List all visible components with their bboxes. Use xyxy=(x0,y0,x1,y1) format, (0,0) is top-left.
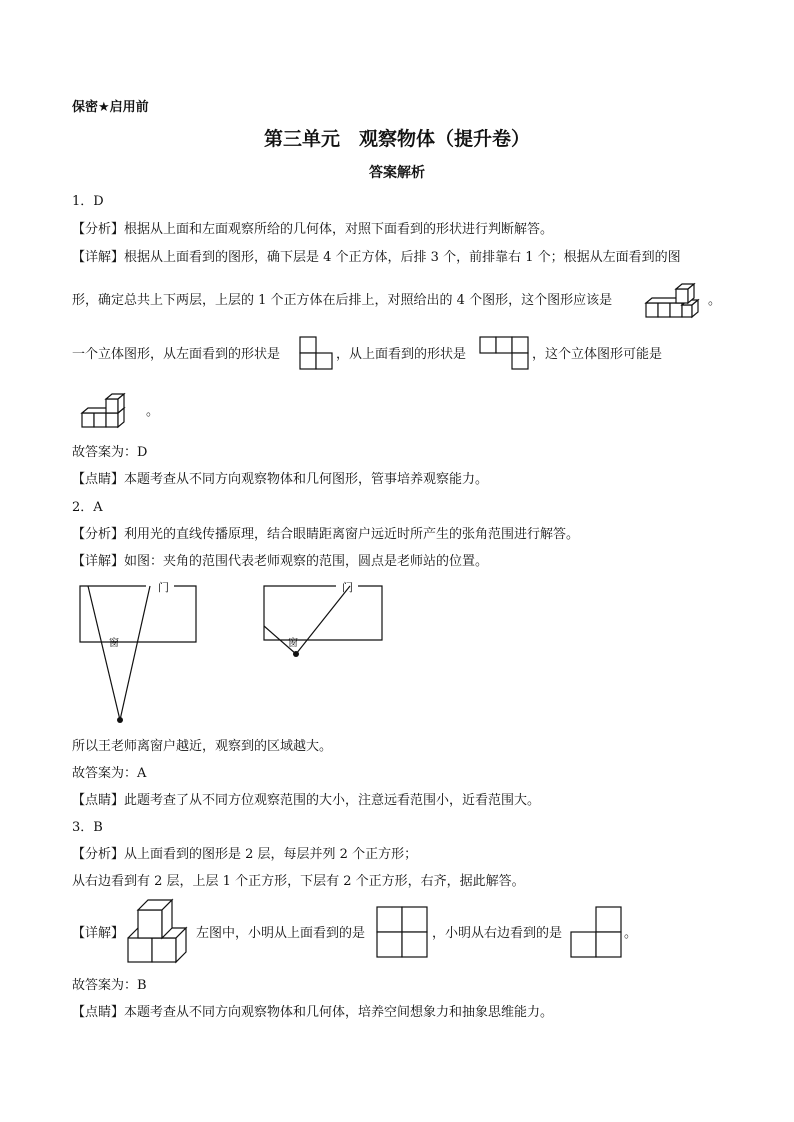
q3-detail-text-d: 。 xyxy=(624,926,638,941)
q2-far-view-diagram xyxy=(78,578,200,726)
q3-solid-figure xyxy=(124,896,194,966)
q2-near-door-label: 门 xyxy=(342,581,353,594)
q1-line4-end: 。 xyxy=(146,404,160,419)
q1-left-view-figure xyxy=(298,335,334,371)
q2-far-window-label: 窗 xyxy=(109,638,119,649)
q2-analysis: 【分析】利用光的直线传播原理，结合眼睛距离窗户远近时所产生的张角范围进行解答。 xyxy=(72,527,580,542)
q2-near-view-diagram xyxy=(262,578,386,664)
q3-answer: 故答案为：B xyxy=(72,978,147,993)
q1-line3-a: 一个立体图形，从左面看到的形状是 xyxy=(72,347,281,362)
q1-answer-solid-figure xyxy=(644,281,700,321)
q2-number: 2．A xyxy=(72,500,103,515)
q1-top-view-figure xyxy=(478,335,530,371)
q1-detail-line2-text: 形，确定总共上下两层，上层的 1 个正方体在后排上，对照给出的 4 个图形，这个图形应该是 xyxy=(72,293,613,308)
q1-comment: 【点睛】本题考查从不同方向观察物体和几何图形，管事培养观察能力。 xyxy=(72,472,489,487)
q2-answer: 故答案为：A xyxy=(72,766,147,781)
q2-near-window-label: 窗 xyxy=(288,638,298,649)
q1-detail-line2-end: 。 xyxy=(708,293,722,308)
q3-right-view-figure xyxy=(568,905,624,959)
q2-comment: 【点睛】此题考查了从不同方位观察范围的大小，注意远看范围小，近看范围大。 xyxy=(72,793,541,808)
q1-answer: 故答案为：D xyxy=(72,445,148,460)
q3-detail-label: 【详解】 xyxy=(72,926,125,941)
page-title: 第三单元 观察物体（提升卷） xyxy=(263,128,530,150)
q1-candidate-solid-figure xyxy=(80,389,136,431)
q3-analysis-line1: 【分析】从上面看到的图形是 2 层，每层并列 2 个正方形； xyxy=(72,847,418,862)
q1-line3-b: ，从上面看到的形状是 xyxy=(336,347,467,362)
q1-line3-c: ，这个立体图形可能是 xyxy=(532,347,663,362)
q3-number: 3．B xyxy=(72,820,103,835)
q1-analysis: 【分析】根据从上面和左面观察所给的几何体，对照下面看到的形状进行判断解答。 xyxy=(72,222,554,237)
q2-far-door-label: 门 xyxy=(158,581,169,594)
page-subtitle: 答案解析 xyxy=(369,165,425,181)
q3-detail-text-b: 左图中，小明从上面看到的是 xyxy=(196,926,366,941)
q1-detail-line2 xyxy=(72,291,612,311)
q2-conclusion: 所以王老师离窗户越近，观察到的区域越大。 xyxy=(72,739,333,754)
q3-analysis-line2: 从右边看到有 2 层，上层 1 个正方形，下层有 2 个正方形，右齐，据此解答。 xyxy=(72,874,525,889)
confidential-label: 保密★启用前 xyxy=(72,100,149,115)
q2-detail: 【详解】如图：夹角的范围代表老师观察的范围，圆点是老师站的位置。 xyxy=(72,554,489,569)
q1-number: 1．D xyxy=(72,194,104,209)
q1-detail-line1: 【详解】根据从上面看到的图形，确下层是 4 个正方体，后排 3 个，前排靠右 1 个；根据从左面看到的图 xyxy=(72,250,681,265)
q3-comment: 【点睛】本题考查从不同方向观察物体和几何体，培养空间想象力和抽象思维能力。 xyxy=(72,1005,554,1020)
q3-top-view-figure xyxy=(375,905,429,959)
q3-detail-text-c: ，小明从右边看到的是 xyxy=(432,926,563,941)
